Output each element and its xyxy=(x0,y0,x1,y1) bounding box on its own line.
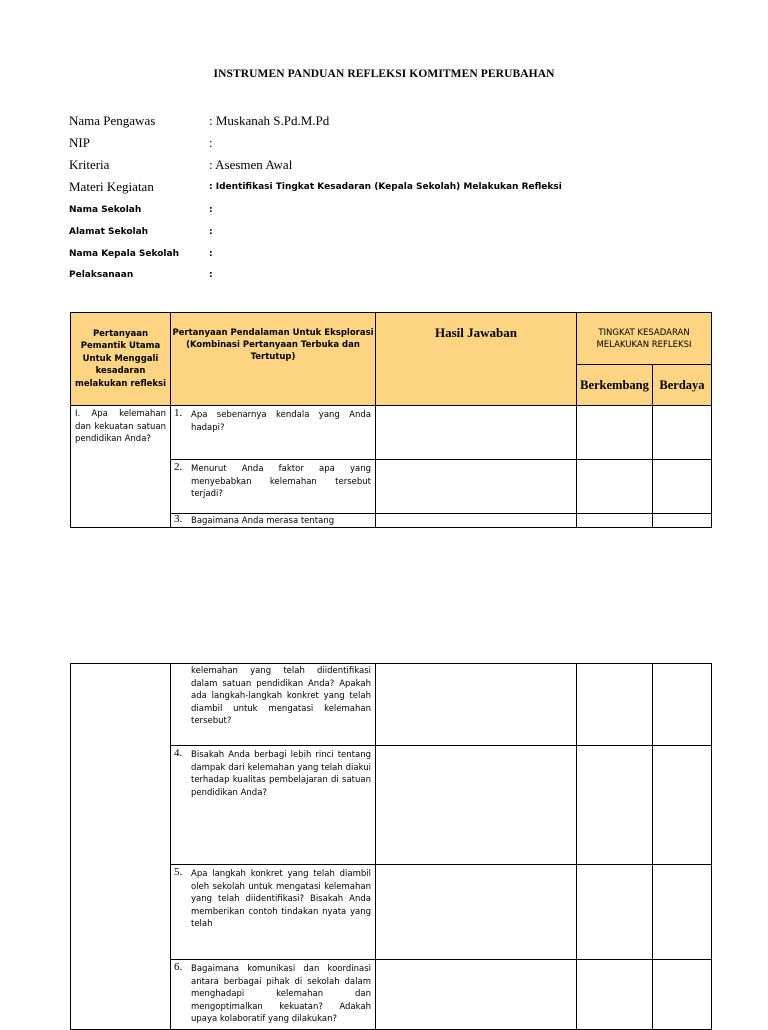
question-text: Bagaimana Anda merasa tentang xyxy=(191,516,335,526)
question-text: Bagaimana komunikasi dan koordinasi antara berbagai pihak di sekolah dalam menghadapi kelemahan dan mengoptimalkan kekuatan? Adakah upaya kolaboratif yang dilakukan? xyxy=(191,964,371,1024)
info-value: : Identifikasi Tingkat Kesadaran (Kepala Sekolah) Melakukan Refleksi xyxy=(209,182,562,192)
berkembang-cell[interactable] xyxy=(577,960,653,1030)
info-value: : Muskanah S.Pd.M.Pd xyxy=(209,113,330,128)
question-cell-2 xyxy=(171,460,376,514)
question-text: kelemahan yang telah diidentifikasi dalam satuan pendidikan Anda? Apakah ada langkah-langkah konkret yang telah diambil untuk mengatasi kelemahan tersebut? xyxy=(191,666,371,726)
header-awareness-level: TINGKAT KESADARAN MELAKUKAN REFLEKSI xyxy=(577,313,712,365)
answer-cell[interactable] xyxy=(376,514,577,528)
header-main-question: Pertanyaan Pemantik Utama Untuk Menggali kesadaran melakukan refleksi xyxy=(71,313,171,406)
berdaya-cell[interactable] xyxy=(653,514,712,528)
info-value: : xyxy=(209,270,213,280)
question-text: Bisakah Anda berbagi lebih rinci tentang dampak dari kelemahan yang telah diakui terhadap kualitas pembelajaran di satuan pendidikan Anda? xyxy=(191,750,371,798)
info-label: Nama Pengawas xyxy=(69,113,156,128)
question-number: 2. xyxy=(174,461,183,473)
berkembang-cell[interactable] xyxy=(577,514,653,528)
question-number: 4. xyxy=(174,747,183,759)
answer-cell[interactable] xyxy=(376,746,577,865)
berkembang-cell[interactable] xyxy=(577,746,653,865)
question-cell-3-continued xyxy=(171,664,376,746)
header-berdaya: Berdaya xyxy=(653,365,712,406)
berdaya-cell[interactable] xyxy=(653,460,712,514)
question-cell-6 xyxy=(171,960,376,1030)
header-answer: Hasil Jawaban xyxy=(376,313,577,406)
info-label: Alamat Sekolah xyxy=(69,227,149,237)
berdaya-cell[interactable] xyxy=(653,865,712,960)
question-number: 6. xyxy=(174,961,183,973)
info-label: Nama Sekolah xyxy=(69,205,142,215)
info-label: NIP xyxy=(69,135,90,150)
question-number: 1. xyxy=(174,407,183,419)
question-number: 5. xyxy=(174,866,183,878)
question-text: Menurut Anda faktor apa yang menyebabkan kelemahan tersebut terjadi? xyxy=(191,464,371,499)
berkembang-cell[interactable] xyxy=(577,664,653,746)
header-berkembang: Berkembang xyxy=(577,365,653,406)
berdaya-cell[interactable] xyxy=(653,664,712,746)
question-text: Apa langkah konkret yang telah diambil oleh sekolah untuk mengatasi kelemahan yang telah diidentifikasi? Bisakah Anda memberikan contoh tindakan nyata yang telah xyxy=(191,869,371,929)
answer-cell[interactable] xyxy=(376,664,577,746)
answer-cell[interactable] xyxy=(376,960,577,1030)
answer-cell[interactable] xyxy=(376,460,577,514)
header-deep-question: Pertanyaan Pendalaman Untuk Eksplorasi (Kombinasi Pertanyaan Terbuka dan Tertutup) xyxy=(171,313,376,406)
info-label: Materi Kegiatan xyxy=(69,179,154,194)
question-cell-1 xyxy=(171,406,376,460)
berkembang-cell[interactable] xyxy=(577,460,653,514)
berdaya-cell[interactable] xyxy=(653,960,712,1030)
reflection-table-page-1 xyxy=(70,312,712,528)
berkembang-cell[interactable] xyxy=(577,865,653,960)
main-question-cell-continued xyxy=(71,664,171,1030)
info-label: Kriteria xyxy=(69,157,110,172)
info-value: : xyxy=(209,135,213,150)
info-value: : xyxy=(209,205,213,215)
document-title: INSTRUMEN PANDUAN REFLEKSI KOMITMEN PERUBAHAN xyxy=(213,68,555,80)
info-value: : xyxy=(209,249,213,259)
berdaya-cell[interactable] xyxy=(653,406,712,460)
question-text: Apa sebenarnya kendala yang Anda hadapi? xyxy=(191,410,371,433)
main-question-cell: I. Apa kelemahan dan kekuatan satuan pendidikan Anda? xyxy=(71,406,171,528)
answer-cell[interactable] xyxy=(376,865,577,960)
berkembang-cell[interactable] xyxy=(577,406,653,460)
info-label: Pelaksanaan xyxy=(69,270,134,280)
info-label: Nama Kepala Sekolah xyxy=(69,249,179,259)
question-cell-3 xyxy=(171,514,376,528)
info-value: : xyxy=(209,227,213,237)
info-value: : Asesmen Awal xyxy=(209,157,293,172)
question-number: 3. xyxy=(174,514,183,525)
question-cell-4 xyxy=(171,746,376,865)
reflection-table-page-2 xyxy=(70,663,712,1030)
question-cell-5 xyxy=(171,865,376,960)
berdaya-cell[interactable] xyxy=(653,746,712,865)
answer-cell[interactable] xyxy=(376,406,577,460)
